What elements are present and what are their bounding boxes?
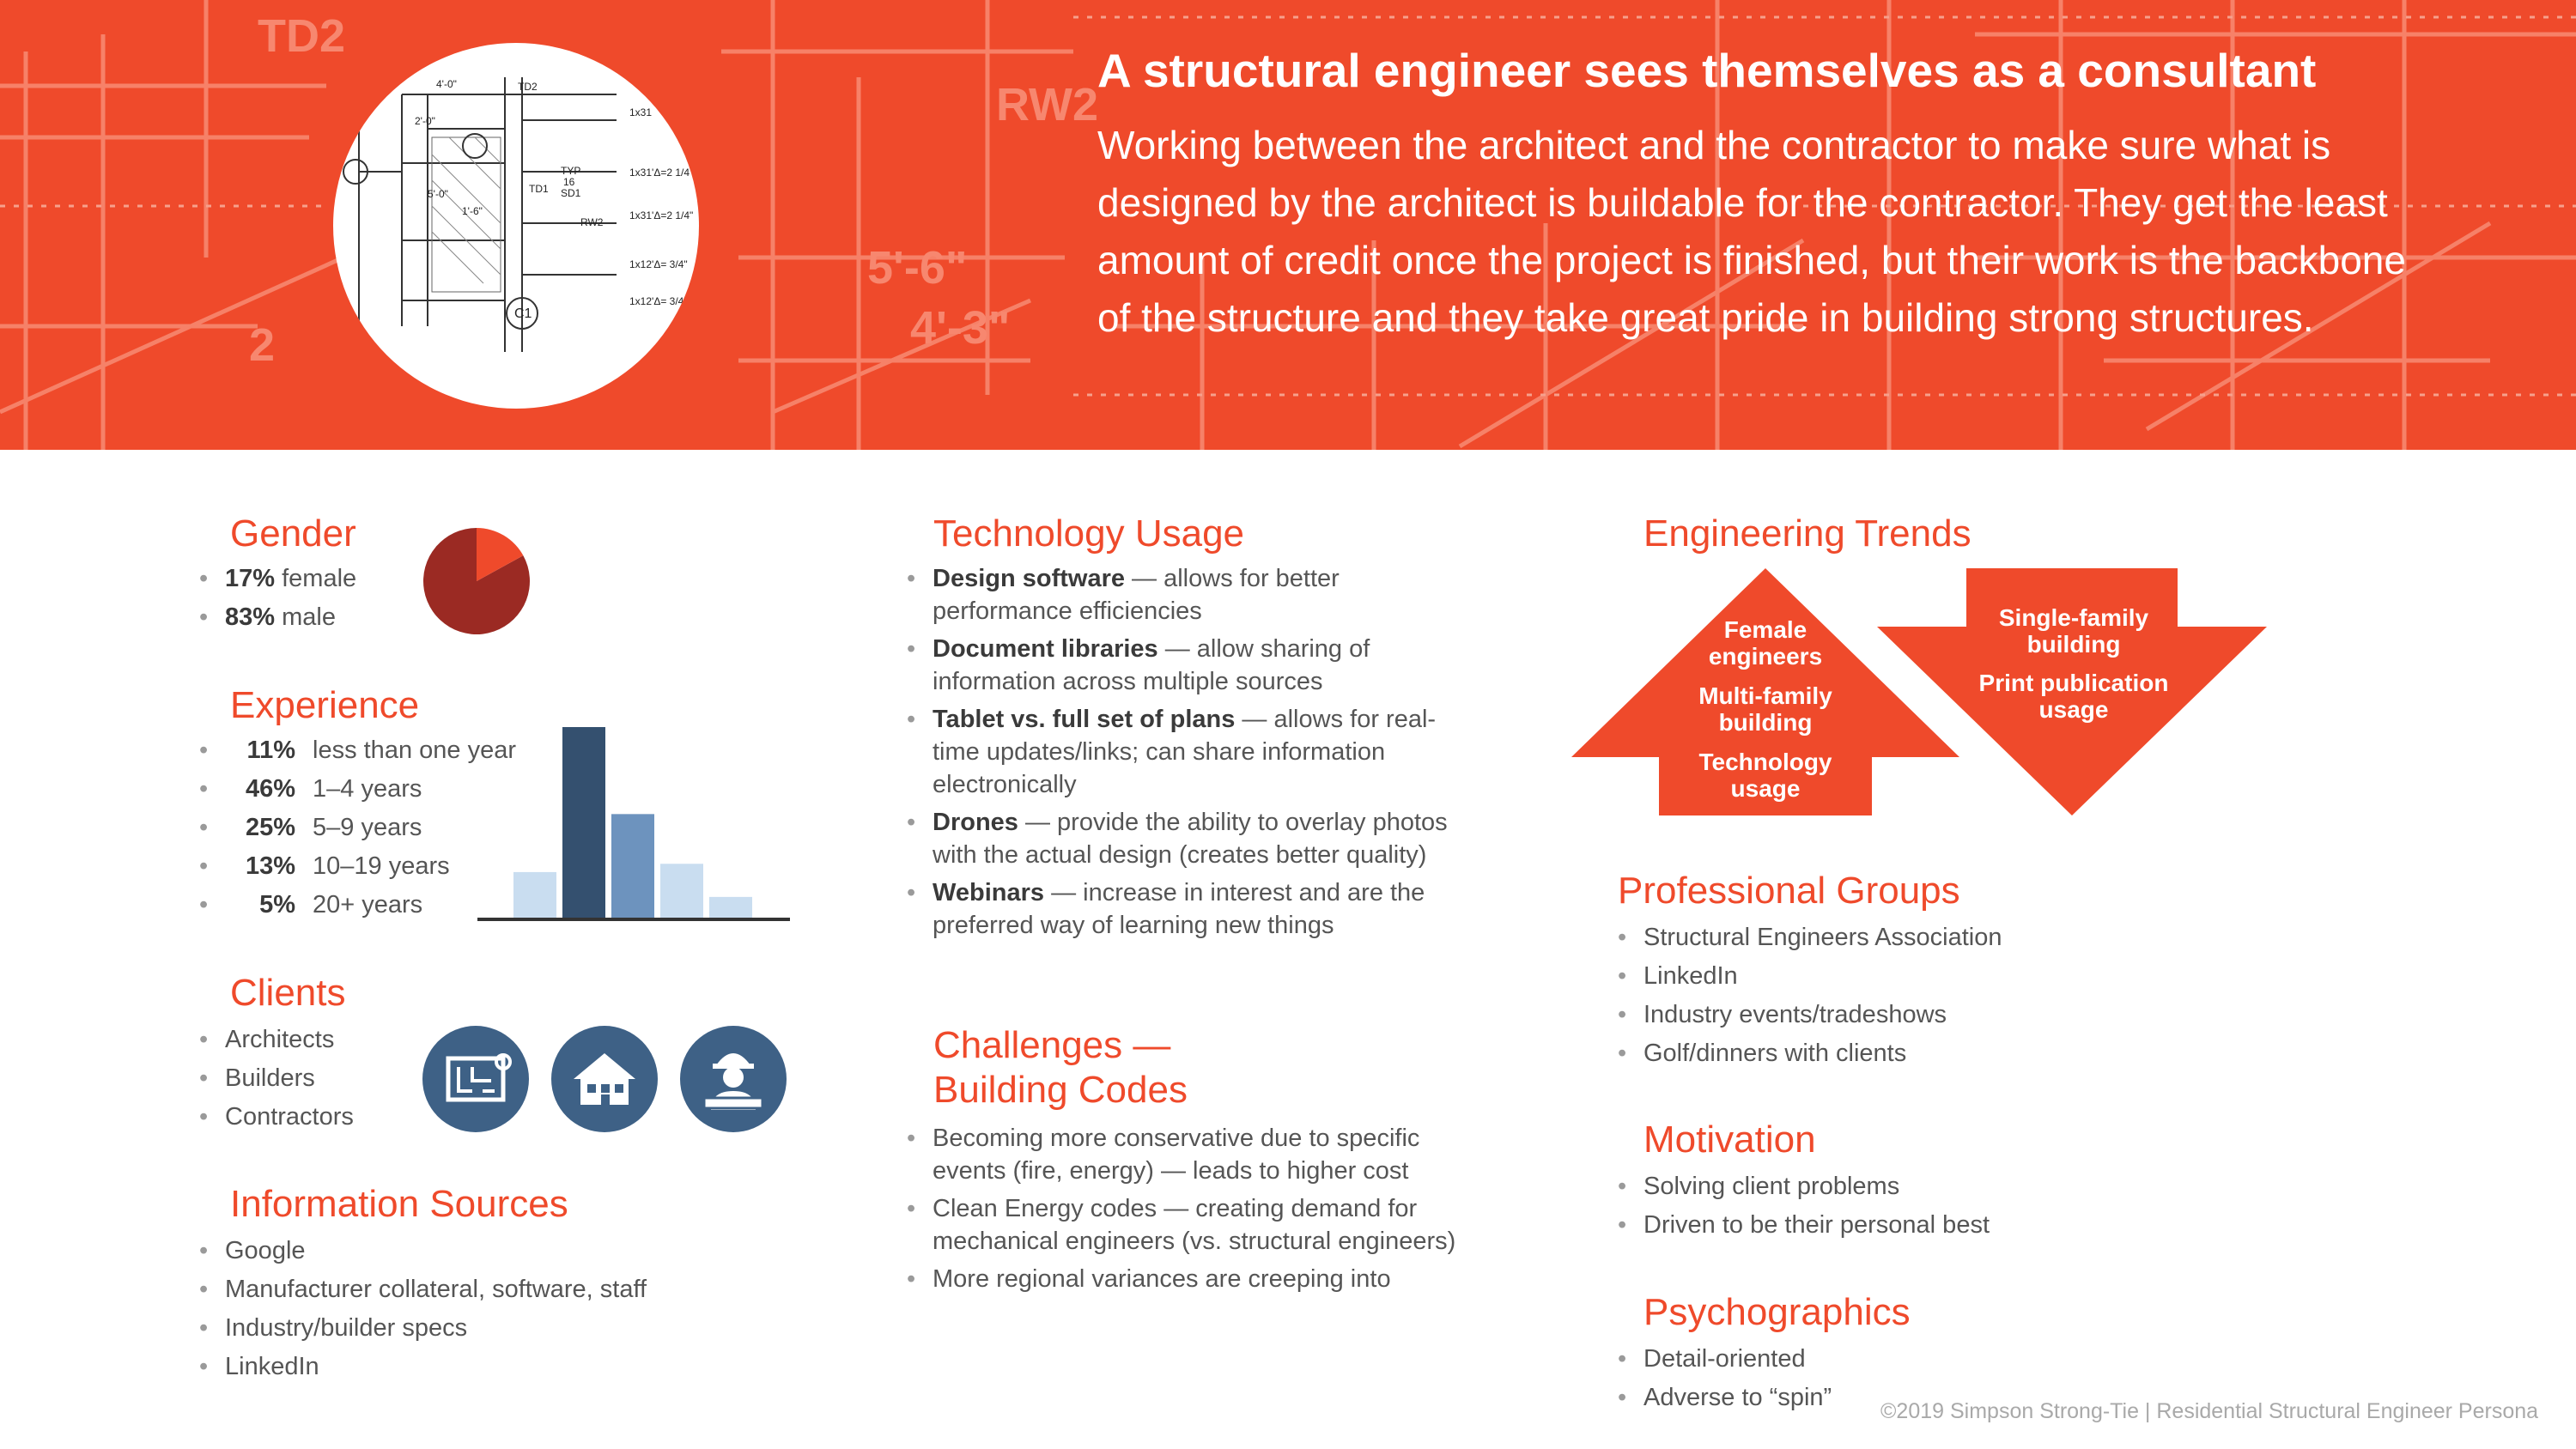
drawing-label: TD1: [529, 183, 549, 195]
experience-bar: [513, 872, 556, 918]
blueprint-icon: [422, 1026, 529, 1132]
gender-pie-chart: [422, 527, 531, 635]
drawing-label: C1: [514, 306, 532, 321]
list-item: • 11% less than one year: [199, 734, 516, 767]
blueprint-label: TD2: [258, 10, 346, 62]
drawing-label: 1'-6": [462, 205, 483, 217]
list-item: • Builders: [199, 1062, 354, 1094]
info-sources-list: [199, 1234, 647, 1389]
footer-copyright: ©2019 Simpson Strong-Tie | Residential Structural Engineer Persona: [1880, 1399, 2539, 1423]
house-icon: [551, 1026, 658, 1132]
experience-list: [199, 734, 516, 927]
blueprint-label: 5'-6": [867, 242, 968, 294]
list-item: • Adverse to “spin”: [1618, 1381, 1832, 1414]
drawing-label: 1x31: [629, 106, 653, 118]
blueprint-label: 2: [249, 319, 276, 371]
list-item: • Document libraries — allow sharing of information across multiple sources: [907, 633, 1456, 698]
drawing-label: SD1: [561, 187, 581, 199]
clients-list: [199, 1023, 354, 1139]
experience-bar: [709, 897, 752, 918]
drawing-label: 1x12'Δ= 3/4": [629, 295, 688, 307]
blueprint-label: 4'-3": [910, 302, 1011, 354]
list-item: • 25% 5–9 years: [199, 811, 516, 844]
drawing-label: TYP: [561, 165, 581, 177]
drawing-label: 1x31'Δ=2 1/4": [629, 209, 694, 221]
list-item: • Drones — provide the ability to overlay photos with the actual design (creates better quality): [907, 806, 1456, 871]
list-item: • 17% female: [199, 562, 356, 595]
list-item: • 83% male: [199, 601, 356, 634]
list-item: • More regional variances are creeping into: [907, 1263, 1456, 1295]
gender-heading: Gender: [230, 512, 356, 555]
drawing-label: 5'-0": [428, 188, 448, 200]
trend-up-item: Technology usage: [1698, 749, 1832, 802]
trend-down-item: Single-family building: [1998, 604, 2149, 658]
trends-heading: Engineering Trends: [1643, 512, 1971, 555]
challenges-heading-line2: Building Codes: [933, 1069, 1188, 1111]
list-item: • Detail-oriented: [1618, 1343, 1832, 1375]
list-item: • Design software — allows for better performance efficiencies: [907, 562, 1456, 627]
list-item: • Becoming more conservative due to specific events (fire, energy) — leads to higher cost: [907, 1122, 1456, 1187]
header-banner: [0, 0, 2576, 450]
blueprint-label: RW2: [996, 79, 1099, 130]
experience-bar: [562, 727, 605, 918]
drawing-label: TD2: [518, 81, 538, 93]
list-item: • Structural Engineers Association: [1618, 921, 2002, 954]
drawing-label: 2'-0": [415, 115, 435, 127]
psychographics-heading: Psychographics: [1643, 1291, 1911, 1333]
experience-bar: [660, 864, 703, 918]
trend-up-item: Multi-family building: [1698, 682, 1832, 736]
list-item: • 46% 1–4 years: [199, 773, 516, 805]
drawing-label: 1x12'Δ= 3/4": [629, 258, 688, 270]
list-item: • Solving client problems: [1618, 1170, 1990, 1203]
list-item: • Golf/dinners with clients: [1618, 1037, 2002, 1070]
trend-down-item: Print publication usage: [1978, 670, 2169, 723]
technology-heading: Technology Usage: [933, 512, 1245, 555]
list-item: • Tablet vs. full set of plans — allows for real-time updates/links; can share information electronically: [907, 703, 1456, 801]
blueprint-detail-drawing: [333, 43, 699, 409]
list-item: • Manufacturer collateral, software, staff: [199, 1273, 647, 1306]
motivation-list: [1618, 1170, 1990, 1247]
clients-heading: Clients: [230, 972, 346, 1014]
list-item: • 5% 20+ years: [199, 888, 516, 921]
challenges-list: [907, 1122, 1456, 1300]
hero-title: A structural engineer sees themselves as a consultant: [1097, 44, 2317, 97]
professional-groups-list: [1618, 921, 2002, 1076]
worker-icon: [680, 1026, 787, 1132]
experience-bar-chart: [477, 725, 790, 923]
list-item: • Webinars — increase in interest and are the preferred way of learning new things: [907, 876, 1456, 942]
motivation-heading: Motivation: [1643, 1119, 1816, 1161]
list-item: • LinkedIn: [1618, 960, 2002, 992]
list-item: • Clean Energy codes — creating demand for mechanical engineers (vs. structural engineers): [907, 1192, 1456, 1258]
list-item: • Contractors: [199, 1100, 354, 1133]
hero-description: Working between the architect and the contractor to make sure what is designed by the architect is buildable for the contractor. They get the least amount of credit once the project is finished, but their work is the backbone of the structure and they take great pride in building strong structures.: [1097, 123, 2406, 340]
experience-heading: Experience: [230, 684, 420, 726]
trend-up-item: Female engineers: [1708, 616, 1823, 670]
professional-groups-heading: Professional Groups: [1618, 870, 1960, 912]
list-item: • Industry events/tradeshows: [1618, 998, 2002, 1031]
list-item: • LinkedIn: [199, 1350, 647, 1383]
drawing-label: 1x31'Δ=2 1/4: [629, 167, 690, 179]
gender-list: [199, 562, 356, 640]
list-item: • Industry/builder specs: [199, 1312, 647, 1344]
experience-bar: [611, 814, 654, 918]
list-item: • 13% 10–19 years: [199, 850, 516, 882]
drawing-label: 4'-0": [436, 78, 457, 90]
drawing-label: RW2: [580, 216, 604, 228]
drawing-label: 16: [563, 176, 575, 188]
info-sources-heading: Information Sources: [230, 1183, 568, 1225]
list-item: • Google: [199, 1234, 647, 1267]
list-item: • Architects: [199, 1023, 354, 1056]
psychographics-list: [1618, 1343, 1832, 1420]
list-item: • Driven to be their personal best: [1618, 1209, 1990, 1241]
technology-list: [907, 562, 1456, 947]
challenges-heading: Challenges —: [933, 1024, 1171, 1066]
